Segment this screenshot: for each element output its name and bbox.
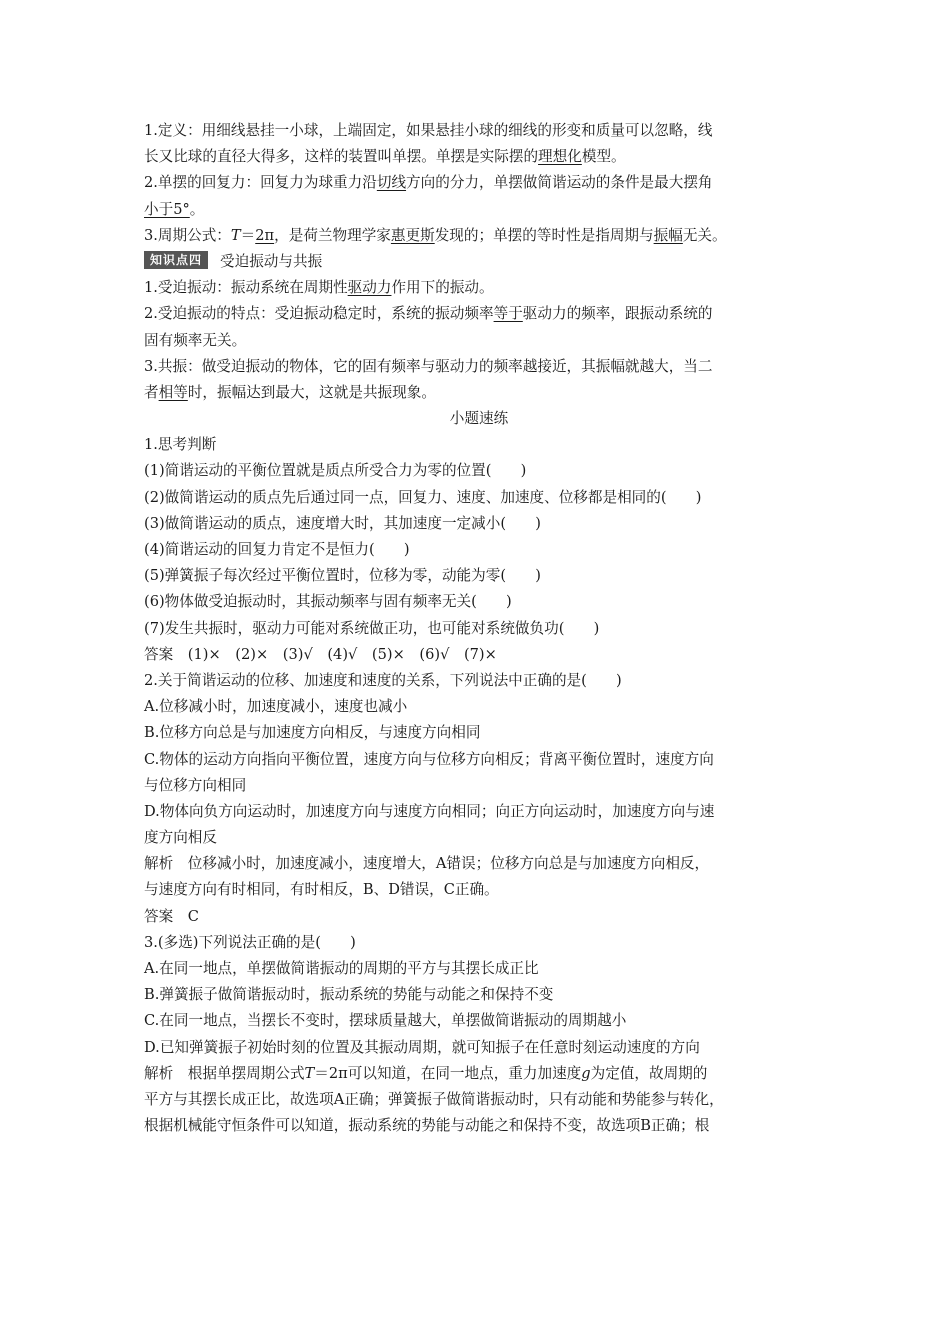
section-heading — [144, 249, 814, 275]
resonance-line-2: 者相等时，振幅达到最大，这就是共振现象。 — [144, 383, 436, 401]
document-page — [144, 118, 814, 1139]
restoring-force-line-2: 小于5°。 — [144, 200, 205, 218]
q3-option-d: D.已知弹簧振子初始时刻的位置及其振动周期，就可知振子在任意时刻运动速度的方向 — [144, 1038, 700, 1056]
blank-answer: 切线 — [376, 174, 407, 192]
definition-line-1: 1.定义：用细线悬挂一小球，上端固定，如果悬挂小球的细线的形变和质量可以忽略，线 — [144, 122, 713, 139]
q2-analysis-cont: 与速度方向有时相同，有时相反，B、D错误，C正确。 — [144, 881, 499, 899]
blank-answer: 惠更斯 — [390, 226, 435, 244]
section-title: 受迫振动与共振 — [220, 252, 323, 270]
q3-option-c: C.在同一地点，当摆长不变时，摆球质量越大，单摆做简谐振动的周期越小 — [144, 1012, 627, 1030]
practice-heading: 小题速练 — [449, 410, 509, 428]
period-formula-line: 3.周期公式：T＝2π，是荷兰物理学家惠更斯发现的；单摆的等时性是指周期与振幅无关。 — [144, 226, 727, 244]
q2-answer: 答案 C — [144, 907, 199, 925]
blank-answer: 等于 — [493, 305, 523, 323]
q1-answer: 答案 (1)× (2)× (3)√ (4)√ (5)× (6)√ (7)× — [144, 645, 497, 663]
blank-answer: 2π — [255, 226, 275, 244]
judgment-item: (3)做简谐运动的质点，速度增大时，其加速度一定减小( ) — [144, 514, 541, 532]
restoring-force-line: 2.单摆的回复力：回复力为球重力沿切线方向的分力，单摆做简谐运动的条件是最大摆角 — [144, 174, 713, 192]
judgment-item: (7)发生共振时，驱动力可能对系统做正功，也可能对系统做负功( ) — [144, 619, 600, 637]
judgment-item: (6)物体做受迫振动时，其振动频率与固有频率无关( ) — [144, 593, 512, 611]
q2-analysis: 解析 位移减小时，加速度减小，速度增大，A错误；位移方向总是与加速度方向相反， — [144, 855, 710, 873]
q3-stem: 3.(多选)下列说法正确的是( ) — [144, 933, 356, 951]
definition-line-2: 长又比球的直径大得多，这样的装置叫单摆。单摆是实际摆的理想化模型。 — [144, 148, 626, 166]
q3-analysis-cont: 平方与其摆长成正比，故选项A正确；弹簧振子做简谐振动时，只有动能和势能参与转化， — [144, 1090, 724, 1108]
blank-answer: 小于5° — [144, 200, 190, 218]
blank-answer: 振幅 — [653, 226, 683, 244]
blank-answer: 相等 — [158, 383, 188, 401]
blank-answer: 驱动力 — [347, 279, 392, 297]
judgment-item: (1)简谐运动的平衡位置就是质点所受合力为零的位置( ) — [144, 462, 527, 480]
q2-stem: 2.关于简谐运动的位移、加速度和速度的关系，下列说法中正确的是( ) — [144, 671, 622, 689]
forced-vibration-line: 1.受迫振动：振动系统在周期性驱动力作用下的振动。 — [144, 279, 494, 297]
q2-option-c-cont: 与位移方向相同 — [144, 776, 247, 794]
blank-answer: 理想化 — [538, 148, 582, 166]
resonance-line: 3.共振：做受迫振动的物体，它的固有频率与驱动力的频率越接近，其振幅就越大，当二 — [144, 357, 713, 375]
q2-option-a: A.位移减小时，加速度减小，速度也减小 — [144, 698, 408, 716]
knowledge-point-tag: 知识点四 — [144, 251, 208, 269]
forced-feature-line-2: 固有频率无关。 — [144, 331, 247, 349]
q3-option-a: A.在同一地点，单摆做简谐振动的周期的平方与其摆长成正比 — [144, 960, 539, 977]
q3-analysis: 解析 根据单摆周期公式T＝2π可以知道，在同一地点，重力加速度g为定值，故周期的 — [144, 1064, 708, 1082]
judgment-item: (2)做简谐运动的质点先后通过同一点，回复力、速度、加速度、位移都是相同的( ) — [144, 488, 702, 506]
q2-option-d-cont: 度方向相反 — [144, 829, 217, 847]
q3-analysis-cont: 根据机械能守恒条件可以知道，振动系统的势能与动能之和保持不变，故选项B正确；根 — [144, 1117, 710, 1135]
judgment-item: (5)弹簧振子每次经过平衡位置时，位移为零，动能为零( ) — [144, 567, 541, 585]
q1-title: 1.思考判断 — [144, 436, 217, 454]
judgment-item: (4)简谐运动的回复力肯定不是恒力( ) — [144, 541, 410, 558]
q2-option-b: B.位移方向总是与加速度方向相反，与速度方向相同 — [144, 724, 481, 742]
q3-option-b: B.弹簧振子做简谐振动时，振动系统的势能与动能之和保持不变 — [144, 986, 554, 1004]
forced-feature-line: 2.受迫振动的特点：受迫振动稳定时，系统的振动频率等于驱动力的频率，跟振动系统的 — [144, 305, 713, 323]
q2-option-c: C.物体的运动方向指向平衡位置，速度方向与位移方向相反；背离平衡位置时，速度方向 — [144, 750, 714, 768]
q2-option-d: D.物体向负方向运动时，加速度方向与速度方向相同；向正方向运动时，加速度方向与速 — [144, 802, 715, 820]
